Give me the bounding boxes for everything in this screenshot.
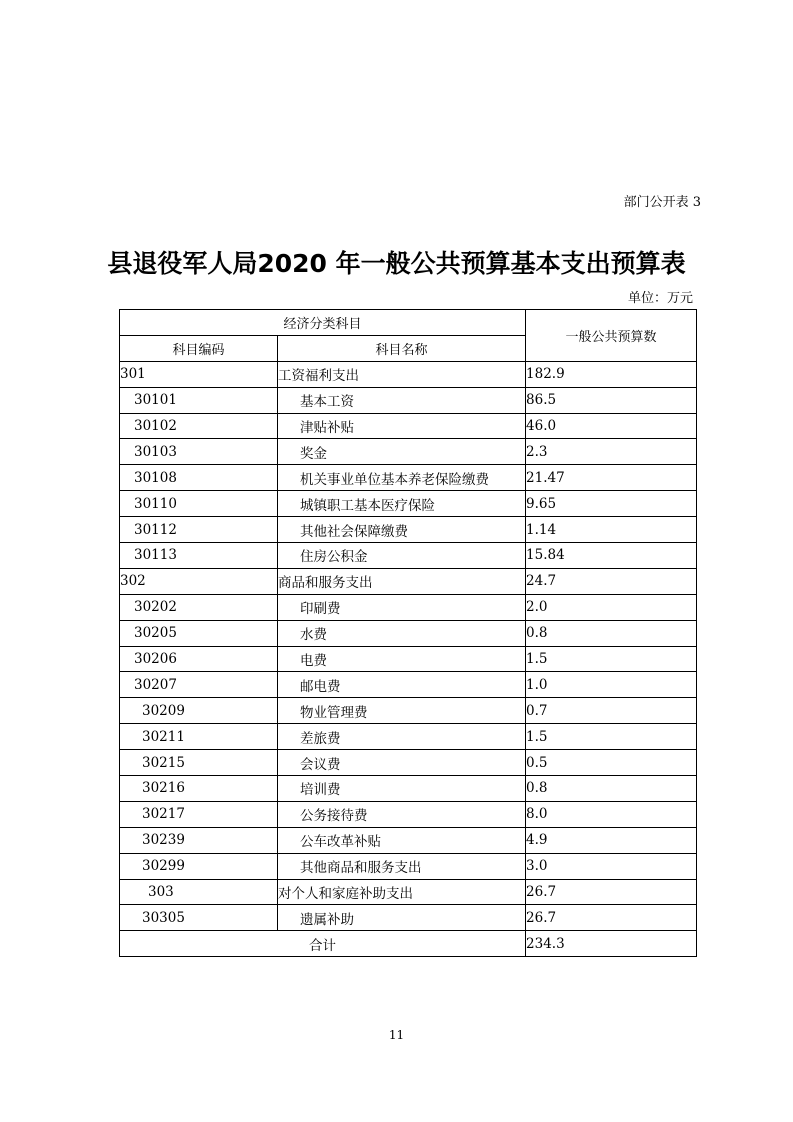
table-body — [120, 361, 697, 931]
table-row — [120, 439, 697, 465]
table-row — [120, 724, 697, 750]
row-code: 30211 — [120, 724, 278, 750]
table-row — [120, 491, 697, 517]
group-header: 经济分类科目 — [120, 310, 526, 336]
total-amount: 234.3 — [526, 931, 697, 957]
row-name: 会议费 — [278, 750, 526, 776]
row-code: 30205 — [120, 620, 278, 646]
row-name: 津贴补贴 — [278, 413, 526, 439]
row-code: 30108 — [120, 465, 278, 491]
table-row — [120, 361, 697, 387]
row-amount: 46.0 — [526, 413, 697, 439]
row-amount: 1.0 — [526, 672, 697, 698]
row-amount: 21.47 — [526, 465, 697, 491]
row-amount: 1.5 — [526, 646, 697, 672]
page-number: 11 — [388, 1028, 405, 1042]
row-amount: 9.65 — [526, 491, 697, 517]
row-code: 301 — [120, 361, 278, 387]
row-code: 30216 — [120, 776, 278, 802]
row-name: 商品和服务支出 — [278, 568, 526, 594]
table-row — [120, 594, 697, 620]
row-amount: 8.0 — [526, 801, 697, 827]
row-amount: 4.9 — [526, 827, 697, 853]
row-code: 30239 — [120, 827, 278, 853]
row-code: 30305 — [120, 905, 278, 931]
row-amount: 0.8 — [526, 620, 697, 646]
total-row — [120, 931, 697, 957]
row-name: 邮电费 — [278, 672, 526, 698]
row-name: 电费 — [278, 646, 526, 672]
table-row — [120, 698, 697, 724]
row-name: 水费 — [278, 620, 526, 646]
row-name: 公车改革补贴 — [278, 827, 526, 853]
row-name: 机关事业单位基本养老保险缴费 — [278, 465, 526, 491]
row-code: 30207 — [120, 672, 278, 698]
table-row — [120, 620, 697, 646]
row-name: 培训费 — [278, 776, 526, 802]
row-code: 30112 — [120, 517, 278, 543]
total-label: 合计 — [120, 931, 526, 957]
table-row — [120, 387, 697, 413]
row-code: 30101 — [120, 387, 278, 413]
row-amount: 24.7 — [526, 568, 697, 594]
row-code: 30215 — [120, 750, 278, 776]
table-row — [120, 543, 697, 569]
unit-label: 单位：万元 — [627, 291, 693, 306]
table-row — [120, 672, 697, 698]
table-row — [120, 801, 697, 827]
row-name: 公务接待费 — [278, 801, 526, 827]
row-code: 303 — [120, 879, 278, 905]
row-name: 印刷费 — [278, 594, 526, 620]
row-name: 奖金 — [278, 439, 526, 465]
row-name: 基本工资 — [278, 387, 526, 413]
table-row — [120, 465, 697, 491]
table-row — [120, 646, 697, 672]
col-header-name: 科目名称 — [278, 335, 526, 361]
table-number: 部门公开表 3 — [623, 195, 701, 210]
row-code: 30103 — [120, 439, 278, 465]
row-amount: 1.5 — [526, 724, 697, 750]
table-row — [120, 905, 697, 931]
row-code: 30113 — [120, 543, 278, 569]
row-code: 30102 — [120, 413, 278, 439]
row-code: 30202 — [120, 594, 278, 620]
row-amount: 1.14 — [526, 517, 697, 543]
row-amount: 0.7 — [526, 698, 697, 724]
table-row — [120, 750, 697, 776]
page-title: 县退役军人局2020 年一般公共预算基本支出预算表 — [107, 249, 686, 278]
row-name: 工资福利支出 — [278, 361, 526, 387]
table-row — [120, 853, 697, 879]
row-amount: 3.0 — [526, 853, 697, 879]
row-name: 差旅费 — [278, 724, 526, 750]
row-code: 30110 — [120, 491, 278, 517]
row-amount: 26.7 — [526, 905, 697, 931]
table-row — [120, 568, 697, 594]
row-code: 30209 — [120, 698, 278, 724]
row-amount: 182.9 — [526, 361, 697, 387]
row-code: 302 — [120, 568, 278, 594]
table-row — [120, 879, 697, 905]
table-row — [120, 517, 697, 543]
row-name: 住房公积金 — [278, 543, 526, 569]
col-header-amount: 一般公共预算数 — [526, 310, 697, 362]
row-amount: 26.7 — [526, 879, 697, 905]
budget-table — [119, 309, 697, 957]
row-code: 30299 — [120, 853, 278, 879]
row-amount: 15.84 — [526, 543, 697, 569]
row-name: 物业管理费 — [278, 698, 526, 724]
row-amount: 2.3 — [526, 439, 697, 465]
row-name: 城镇职工基本医疗保险 — [278, 491, 526, 517]
table-row — [120, 776, 697, 802]
row-name: 其他商品和服务支出 — [278, 853, 526, 879]
row-name: 其他社会保障缴费 — [278, 517, 526, 543]
row-amount: 0.8 — [526, 776, 697, 802]
table-row — [120, 827, 697, 853]
row-name: 对个人和家庭补助支出 — [278, 879, 526, 905]
row-name: 遗属补助 — [278, 905, 526, 931]
row-code: 30206 — [120, 646, 278, 672]
row-amount: 0.5 — [526, 750, 697, 776]
col-header-code: 科目编码 — [120, 335, 278, 361]
row-amount: 2.0 — [526, 594, 697, 620]
row-amount: 86.5 — [526, 387, 697, 413]
table-row — [120, 413, 697, 439]
row-code: 30217 — [120, 801, 278, 827]
